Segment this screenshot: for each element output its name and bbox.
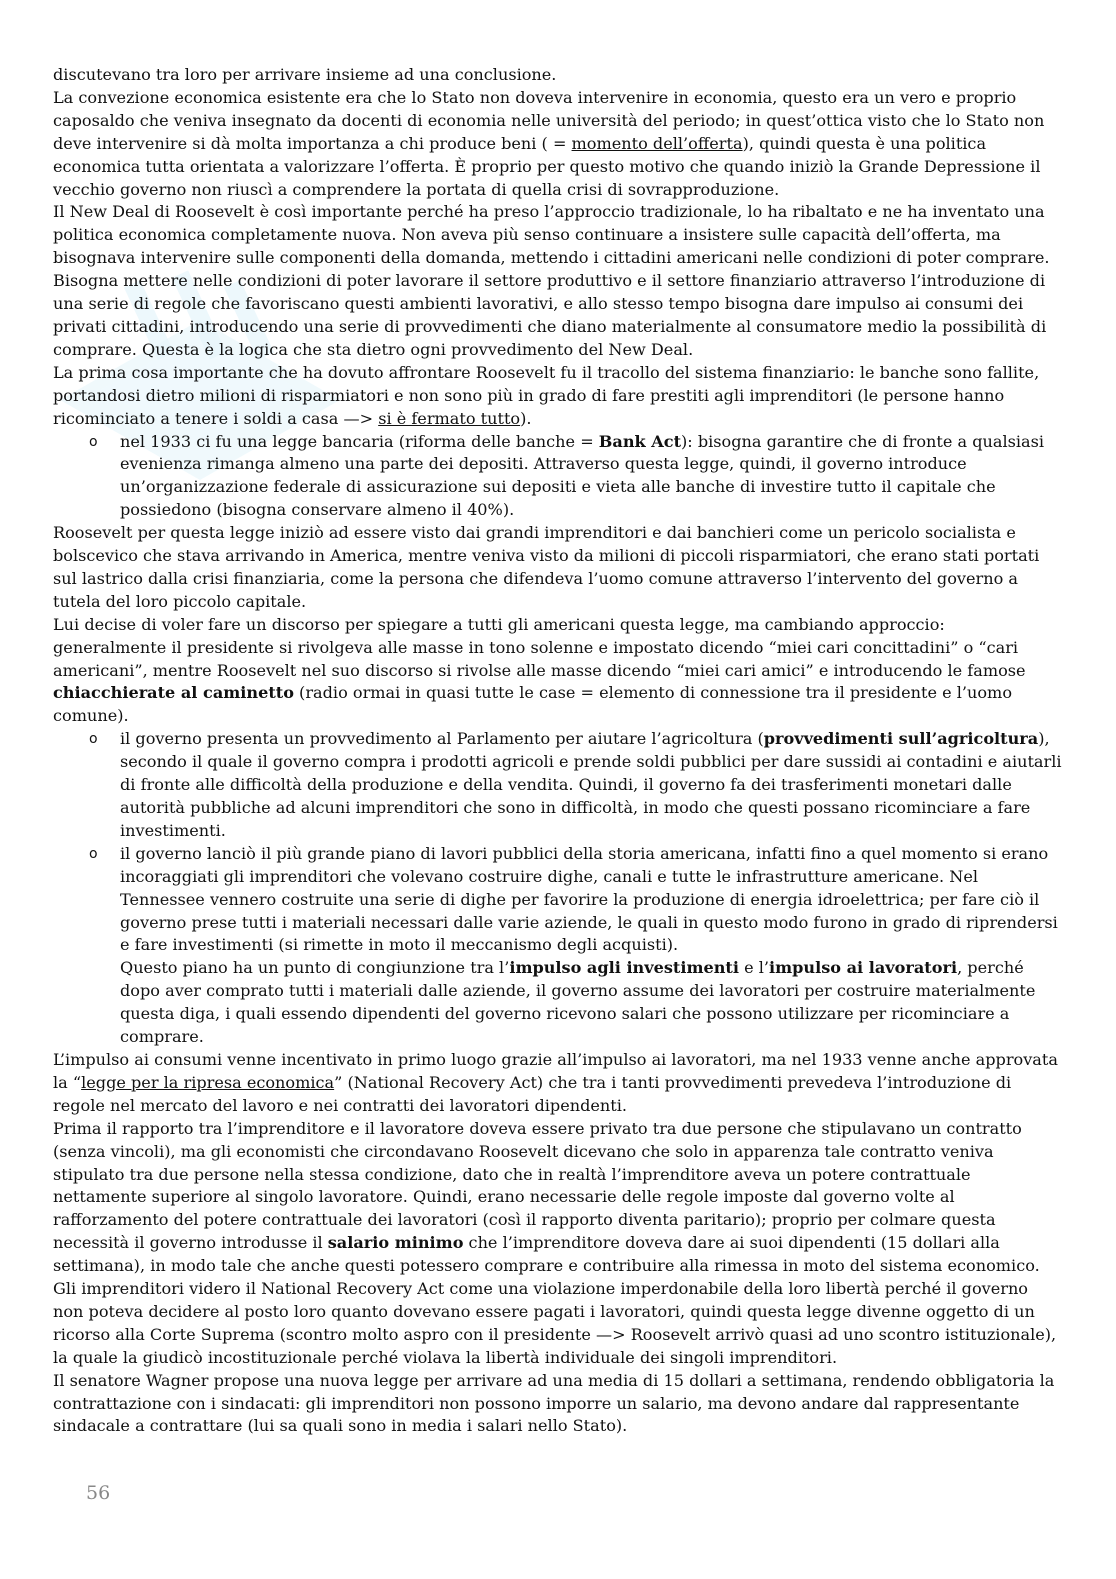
paragraph: Gli imprenditori videro il National Recovery Act come una violazione imperdonabile della loro libertà perché il governo non poteva decidere al posto loro quanto dovevano essere pagati i lavoratori, quindi questa legge divenne oggetto di un ricorso alla Corte Suprema (scontro molto aspro con il presidente —> Roosevelt arrivò quasi ad uno scontro istituzionale), la quale la giudicò incostituzionale perché violava la libertà individuale dei singoli imprenditori. [53,1279,1057,1367]
bold-term: chiacchierate al caminetto [53,683,294,703]
list-item-continuation: Questo piano ha un punto di congiunzione tra l’impulso agli investimenti e l’impulso ai lavoratori, perché dopo aver comprato tutti i materiali dalle aziende, il governo assume dei lavoratori per costruire materialmente questa diga, i quali essendo dipendenti del governo ricevono salari che possono utilizzare per ricominciare a comprare. [120,958,1036,1047]
paragraph: Prima il rapporto tra l’imprenditore e il lavoratore doveva essere privato tra due persone che stipulavano un contratto (senza vincoli), ma gli economisti che circondavano Roosevelt dicevano che solo in apparenza tale contratto veniva stipulato tra due persone nella stessa condizione, dato che in realtà l’imprenditore aveva un potere contrattuale nettamente superiore al singolo lavoratore. Quindi, erano necessarie delle regole imposte dal governo volte al rafforzamento del potere contrattuale dei lavoratori (così il rapporto diventa paritario); proprio per colmare questa necessità il governo introdusse il salario minimo che l’imprenditore doveva dare ai suoi dipendenti (15 dollari alla settimana), in modo tale che anche questi potessero comprare e contribuire alla rimessa in moto del sistema economico. [53,1118,1040,1276]
paragraph: Il New Deal di Roosevelt è così importante perché ha preso l’approccio tradizionale, lo ha ribaltato e ne ha inventato una politica economica completamente nuova. Non aveva più senso continuare a insistere sulle capacità dell’offerta, ma bisognava intervenire sulle componenti della domanda, mettendo i cittadini americani nelle condizioni di poter comprare. [53,202,1050,268]
list-item-text: o il governo lanciò il più grande piano di lavori pubblici della storia americana, infatti fino a quel momento si erano incoraggiati gli imprenditori che volevano costruire dighe, canali e tutte le infrastrutture americane. Nel Tennessee vennero costruite una serie di dighe per favorire la produzione di energia idroelettrica; per fare ciò il governo prese tutti i materiali necessari dalle varie aziende, le quali in questo modo furono in grado di riprendersi e fare investimenti (si rimette in moto il meccanismo degli acquisti). [120,843,1058,955]
paragraph: Lui decise di voler fare un discorso per spiegare a tutti gli americani questa legge, ma cambiando approccio: generalmente il presidente si rivolgeva alle masse in tono solenne e impostato dicendo “miei cari concittadini” o “cari americani”, mentre Roosevelt nel suo discorso si rivolse alle masse dicendo “miei cari amici” e introducendo le famose chiacchierate al caminetto (radio ormai in quasi tutte le case = elemento di connessione tra il presidente e l’uomo comune). [53,614,1026,726]
page-number: 56 [86,1482,111,1504]
list-item [53,843,1063,1049]
paragraph: Il senatore Wagner propose una nuova legge per arrivare ad una media di 15 dollari a settimana, rendendo obbligatoria la contrattazione con i sindacati: gli imprenditori non possono imporre un salario, ma devono andare dal rappresentante sindacale a contrattare (lui sa quali sono in media i salari nello Stato). [53,1370,1055,1436]
bold-term: provvedimenti sull’agricoltura [763,729,1039,749]
bullet-list [53,431,1063,523]
paragraph: La convezione economica esistente era che lo Stato non doveva intervenire in economia, questo era un vero e proprio caposaldo che veniva insegnato da docenti di economia nelle università del periodo; in quest’ottica visto che lo Stato non deve intervenire si dà molta importanza a chi produce beni ( = momento dell’offerta), quindi questa è una politica economica tutta orientata a valorizzare l’offerta. È proprio per questo motivo che quando iniziò la Grande Depressione il vecchio governo non riuscì a comprendere la portata di quella crisi di sovrapproduzione. [53,87,1045,199]
paragraph: Bisogna mettere nelle condizioni di poter lavorare il settore produttivo e il settore finanziario attraverso l’introduzione di una serie di regole che favoriscano questi ambienti lavorativi, e allo stesso tempo bisogna dare impulso ai consumi dei privati cittadini, introducendo una serie di provvedimenti che diano materialmente al consumatore medio la possibilità di comprare. Questa è la logica che sta dietro ogni provvedimento del New Deal. [53,271,1047,359]
underlined-term: momento dell’offerta [571,133,743,153]
list-item: o nel 1933 ci fu una legge bancaria (riforma delle banche = Bank Act): bisogna garantire che di fronte a qualsiasi evenienza rimanga almeno una parte dei depositi. Attraverso questa legge, quindi, il governo introduce un’organizzazione federale di assicurazione sui depositi e vieta alle banche di investire tutto il capitale che possiedono (bisogna conservare almeno il 40%). [53,431,1063,523]
paragraph: La prima cosa importante che ha dovuto affrontare Roosevelt fu il tracollo del sistema finanziario: le banche sono fallite, portandosi dietro milioni di risparmiatori e non sono più in grado di fare prestiti agli imprenditori (le persone hanno ricominciato a tenere i soldi a casa —> si è fermato tutto). [53,362,1040,428]
underlined-term: si è fermato tutto [378,408,521,428]
bold-term: impulso ai lavoratori [769,958,958,978]
document-body [53,64,1063,1438]
underlined-term: legge per la ripresa economica [81,1072,335,1092]
bullet-list [53,728,1063,1049]
bold-term: impulso agli investimenti [509,958,739,978]
paragraph: Roosevelt per questa legge iniziò ad essere visto dai grandi imprenditori e dai banchieri come un pericolo socialista e bolscevico che stava arrivando in America, mentre veniva visto da milioni di piccoli risparmiatori, che erano stati portati sul lastrico dalla crisi finanziaria, come la persona che difendeva l’uomo comune attraverso l’intervento del governo a tutela del loro piccolo capitale. [53,523,1040,611]
paragraph: discutevano tra loro per arrivare insieme ad una conclusione. [53,65,557,84]
list-item: o il governo presenta un provvedimento al Parlamento per aiutare l’agricoltura (provvedimenti sull’agricoltura), secondo il quale il governo compra i prodotti agricoli e prende soldi pubblici per dare sussidi ai contadini e aiutarli di fronte alle difficoltà della produzione e della vendita. Quindi, il governo fa dei trasferimenti monetari dalle autorità pubbliche ad alcuni imprenditori che sono in difficoltà, in modo che questi possano ricominciare a fare investimenti. [53,728,1063,843]
bold-term: salario minimo [327,1233,464,1253]
paragraph: L’impulso ai consumi venne incentivato in primo luogo grazie all’impulso ai lavoratori, ma nel 1933 venne anche approvata la “legge per la ripresa economica” (National Recovery Act) che tra i tanti provvedimenti prevedeva l’introduzione di regole nel mercato del lavoro e nei contratti dei lavoratori dipendenti. [53,1049,1058,1115]
bold-term: Bank Act [598,431,682,451]
